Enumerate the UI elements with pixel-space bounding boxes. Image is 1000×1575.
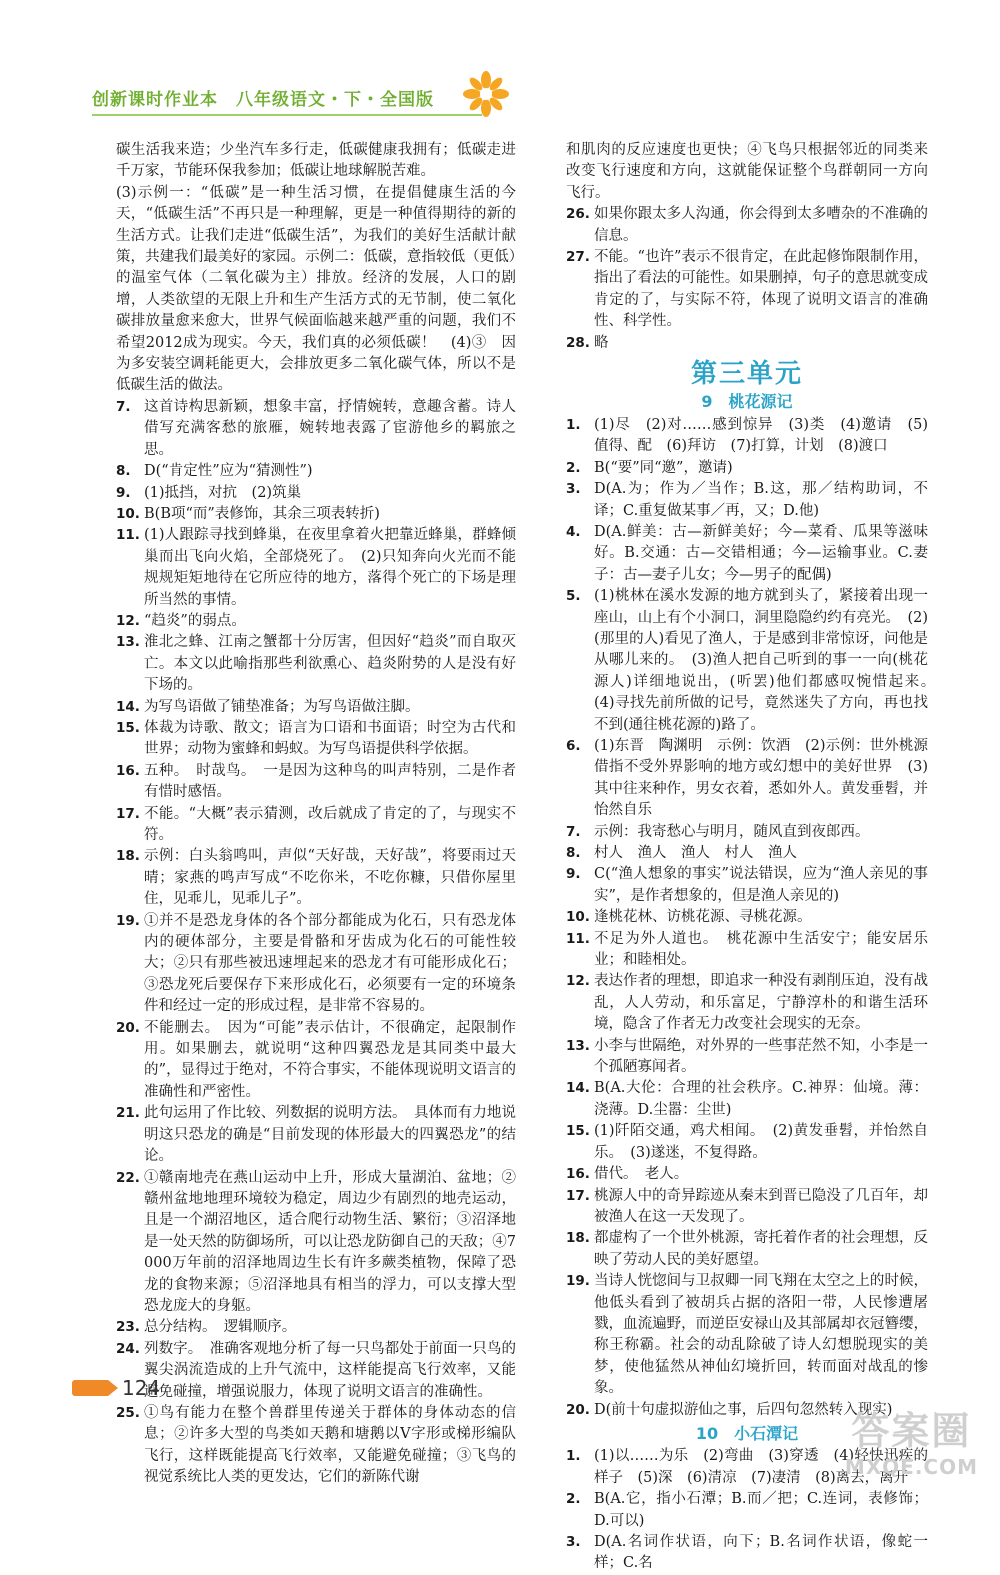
answer-item [116,804,516,847]
answer-text: 五种。 时哉鸟。 一是因为这种鸟的叫声特别，二是作者有惜时感悟。 [144,762,516,801]
answer-item [116,1168,516,1318]
answer-text: B(A.它，指小石潭；B.而／把；C.连词，表修饰；D.可以) [594,1491,928,1529]
answer-text: 村人 渔人 渔人 村人 渔人 [594,845,797,861]
answer-item [116,761,516,804]
page-footer [72,1376,160,1400]
unit-title: 第三单元 [690,359,803,390]
answer-number: 27. [566,249,590,266]
answer-text: (1)桃林在溪水发源的地方就到头了，紧接着出现一座山，山上有个小洞口，洞里隐隐约约有亮光。 (2)(那里的人)看见了渔人，于是感到非常惊讶，问他是从哪儿来的。 (3)渔人把自己听到的事一一向(桃花源人)详细地说出，(听罢)他们都感叹惋惜起来。 (4)寻找先前所做的记号，竟然迷失了方向，再也找不到(通往桃花源的)路了。 [594,588,943,733]
answer-text: D(前十句虚拟游仙之事，后四句忽然转入现实) [594,1401,893,1418]
answer-item [116,504,516,525]
answer-text: 不足为外人道也。 桃花源中生活安宁；能安居乐业；和睦相处。 [594,930,928,969]
answer-number: 2. [566,1491,581,1508]
answer-item [566,736,928,822]
answer-text: 这首诗构思新颖，想象丰富，抒情婉转，意趣含蓄。诗人借写充满客愁的旅雁，婉转地表露了宦游他乡的羁旅之思。 [144,398,516,458]
answer-number: 19. [116,912,140,929]
answer-number: 1. [566,416,581,433]
left-column [116,140,516,1489]
answer-text: 示例：我寄愁心与明月，随风直到夜郎西。 [594,823,870,840]
answer-number: 8. [116,463,131,480]
answer-item [566,929,928,972]
answer-item [566,1078,928,1121]
answer-number: 15. [566,1123,590,1140]
watermark-logo: 答案圈 [851,1409,972,1453]
answer-text: 小李与世隔绝，对外界的一些事茫然不知，小李是一个孤陋寡闻者。 [594,1037,928,1076]
answer-text: 和肌肉的反应速度也更快；④飞鸟只根据邻近的同类来改变飞行速度和方向，这就能保证整个鸟群朝同一方向飞行。 [566,142,928,201]
answer-number: 2. [566,459,581,476]
answer-item [566,415,928,458]
answer-text: 示例：白头翁鸣叫，声似“天好哉，天好哉”，将要雨过天晴；家燕的鸣声写成“不吃你米，不吃你糠，只借你屋里住，见乖儿，见乖儿子”。 [144,848,516,908]
answer-item [116,483,516,504]
answer-text: (1)以……为乐 (2)弯曲 (3)穿透 (4)轻快迅疾的样子 (5)深 (6)清凉 (7)凄清 (8)离去，离开 [594,1448,928,1486]
answer-text: D(“肯定性”应为“猜测性”) [144,463,313,480]
answer-item [116,1339,516,1403]
answer-text: ①赣南地壳在燕山运动中上升，形成大量湖泊、盆地；②赣州盆地地理环境较为稳定，周边少有剧烈的地壳运动，且是一个湖沼地区，适合爬行动物生活、繁衍；③沼泽地是一处天然的防御场所，可以让恐龙防御自己的天敌；④7 000万年前的沼泽地周边生长有许多蕨类植物，保障了恐龙的食物来源；⑤沼泽地具有相当的浮力，可以支撑大型恐龙庞大的身躯。 [144,1169,516,1314]
answer-item [566,1532,928,1575]
answer-number: 25. [116,1404,140,1421]
answer-number: 20. [116,1019,140,1036]
answer-item [566,586,943,736]
answer-number: 26. [566,206,590,223]
answer-number: 10. [116,505,140,522]
answer-item [116,697,516,718]
answer-number: 1. [566,1448,581,1465]
watermark [845,1400,978,1479]
answer-number: 28. [566,334,590,351]
answer-text: 表达作者的理想，即追求一种没有剥削压迫，没有战乱，人人劳动，和乐富足，宁静淳朴的和谐生活环境，隐含了作者无力改变社会现实的无奈。 [594,973,928,1033]
answer-number: 11. [566,930,590,947]
answer-number: 12. [116,612,140,629]
answer-number: 6. [566,737,581,754]
answer-item [116,1103,516,1167]
answer-number: 18. [566,1230,590,1247]
answer-number: 20. [566,1401,590,1418]
answer-text: (1)人跟踪寻找到蜂巢，在夜里拿着火把靠近蜂巢，群蜂倾巢而出飞向火焰，全部烧死了。 (2)只知奔向火光而不能规规矩矩地待在它所应待的地方，落得个死亡的下场是理所当然的事情。 [144,527,516,608]
right-column [566,140,943,1575]
answer-number: 13. [566,1037,590,1054]
answer-text: C(“渔人想象的事实”说法错误，应为“渔人亲见的事实”，是作者想象的，但是渔人亲见的) [594,866,928,904]
answer-text: (1)抵挡，对抗 (2)筑巢 [144,484,302,501]
answer-text: 体裁为诗歌、散文；语言为口语和书面语；时空为古代和世界；动物为蜜蜂和蚂蚁。为写鸟语提供科学依据。 [144,719,516,758]
answer-number: 18. [116,848,140,865]
lesson-9-answers [566,415,943,1421]
answer-number: 15. [116,719,140,736]
answer-number: 4. [566,523,581,540]
answer-number: 7. [566,823,581,840]
answer-number: 12. [566,973,590,990]
answer-item [566,1121,928,1164]
answer-text: 碳生活我来造；少坐汽车多行走，低碳健康我拥有；低碳走进千万家，节能环保我参加；低碳让地球解脱苦难。 [116,142,516,180]
answer-text: 不能。“大概”表示猜测，改后就成了肯定的了，与现实不符。 [144,805,516,843]
answer-text: (1)尽 (2)对……感到惊异 (3)类 (4)邀请 (5)值得、配 (6)拜访 (7)打算，计划 (8)渡口 [594,416,928,455]
answer-item [566,971,928,1035]
answer-item [566,1164,928,1185]
answer-number: 13. [116,634,140,651]
answer-number: 16. [566,1166,590,1183]
answer-item [566,458,928,479]
answer-text: 借代。 老人。 [594,1166,689,1183]
answer-text: ①并不是恐龙身体的各个部分都能成为化石，只有恐龙体内的硬体部分，主要是骨骼和牙齿成为化石的可能性较大；②只有那些被迅速埋起来的恐龙才有可能形成化石；③恐龙死后要保存下来形成化石，必须要有一定的环境条件和经过一定的形成过程，是非常不容易的。 [144,912,516,1015]
answer-number: 3. [566,1534,581,1550]
page-number: 124 [122,1376,161,1400]
answer-text: B(A.大伦：合理的社会秩序。C.神界：仙境。薄：浇薄。D.尘嚣：尘世) [594,1080,928,1118]
answer-number: 5. [566,588,581,605]
answer-item [116,718,516,761]
answer-item [566,140,928,204]
answer-item [566,843,928,864]
answer-number: 14. [116,698,140,715]
answer-text: D(A.名词作状语，向下；B.名词作状语，像蛇一样；C.名 [594,1534,928,1572]
watermark-url: MXQE.COM [844,1455,978,1479]
answer-item [566,1489,928,1532]
answer-number: 21. [116,1105,140,1122]
answer-text: B(“要”同“邀”，邀请) [594,459,733,476]
answer-item [116,1403,516,1489]
answer-text: 淮北之蜂、江南之蟹都十分厉害，但因好“趋炎”而自取灭亡。本文以此喻指那些利欲熏心、趋炎附势的人是没有好下场的。 [144,634,516,694]
answer-item [116,1317,516,1338]
answer-text: 当诗人恍惚间与卫叔卿一同飞翔在太空之上的时候，他低头看到了被胡兵占据的洛阳一带，人民惨遭屠戮，血流遍野，而逆臣安禄山及其部属却衣冠簪缨，称王称霸。社会的动乱除破了诗人幻想脱现实的美梦，使他猛然从神仙幻境折回，转而面对战乱的惨象。 [594,1273,928,1397]
answer-item [566,247,928,333]
answer-number: 10. [566,909,590,926]
answer-item [566,864,928,907]
answer-item [116,611,516,632]
answer-text: 略 [594,334,609,351]
answer-number: 22. [116,1169,140,1186]
answer-text: (1)东晋 陶渊明 示例：饮酒 (2)示例：世外桃源借指不受外界影响的地方或幻想中的美好世界 (3)其中往来种作，男女衣着，悉如外人。黄发垂髫，并怡然自乐 [594,737,928,819]
answer-text: (1)阡陌交通，鸡犬相闻。 (2)黄发垂髫，并怡然自乐。 (3)遂迷，不复得路。 [594,1123,928,1161]
answer-item [116,1018,516,1104]
answer-text: 逢桃花林、访桃花源、寻桃花源。 [594,909,812,926]
answer-number: 16. [116,762,140,779]
answer-text: 列数字。 准确客观地分析了每一只鸟都处于前面一只鸟的翼尖涡流造成的上升气流中，这样能提高飞行效率，又能避免碰撞，增强说服力，体现了说明文语言的准确性。 [144,1340,516,1400]
answer-text: 如果你跟太多人沟通，你会得到太多嘈杂的不准确的信息。 [594,206,928,244]
answer-item [566,1228,928,1271]
answer-text: 不能。“也许”表示不很肯定，在此起修饰限制作用，指出了看法的可能性。如果删掉，句子的意思就变成肯定的了，与实际不符，体现了说明文语言的准确性、科学性。 [594,249,928,330]
answer-number: 7. [116,398,131,415]
book-title: 创新课时作业本 八年级语文・下・全国版 [92,89,434,110]
answer-text: 此句运用了作比较、列数据的说明方法。 具体而有力地说明这只恐龙的确是“目前发现的体形最大的四翼恐龙”的结论。 [144,1105,516,1165]
flower-icon [462,70,510,118]
answer-text: 不能删去。 因为“可能”表示估计，不很确定，起限制作用。如果删去，就说明“这种四翼恐龙是其同类中最大的”，显得过于绝对，不符合事实，不能体现说明文语言的准确性和严密性。 [144,1019,516,1100]
page-header [92,84,434,110]
answer-text: 总分结构。 逻辑顺序。 [144,1319,297,1336]
answer-text: 都虚构了一个世外桃源，寄托着作者的社会理想，反映了劳动人民的美好愿望。 [594,1230,928,1268]
arrow-icon [72,1380,108,1396]
answer-number: 8. [566,845,581,861]
answer-item [566,1271,928,1399]
answer-item [116,461,516,482]
answer-number: 9. [116,484,131,501]
answer-number: 17. [566,1187,590,1204]
answer-number: 9. [566,866,581,883]
answer-item [116,397,516,461]
right-top-answers [566,140,928,354]
answer-number: 19. [566,1273,590,1290]
answer-item [566,522,928,586]
answer-item [566,1036,928,1079]
answer-number: 23. [116,1319,140,1336]
answer-item [566,1186,928,1229]
answer-text: 为写鸟语做了铺垫准备；为写鸟语做注脚。 [144,698,420,715]
answer-item [116,846,516,910]
answer-text: B(B项“而”表修饰，其余三项表转折) [144,505,380,522]
answer-item [566,907,928,928]
lesson-10-title: 10 小石潭记 [695,1423,799,1443]
answer-number: 14. [566,1080,590,1097]
answer-text: “趋炎”的弱点。 [144,612,246,629]
answer-item [116,525,516,611]
answer-text: 桃源人中的奇异踪迹从秦末到晋已隐没了几百年，却被渔人在这一天发现了。 [594,1187,928,1225]
header-divider [92,114,482,116]
answer-number: 17. [116,805,140,822]
answer-item [566,204,928,247]
answer-number: 3. [566,481,581,498]
answer-item [566,822,928,843]
lesson-9-title: 9 桃花源记 [701,392,793,412]
answer-item [566,479,928,522]
answer-item [116,140,516,397]
answer-text: D(A.为；作为／当作；B.这，那／结构助词，不译；C.重复做某事／再，又；D.他) [594,481,928,519]
answer-item [116,632,516,696]
answer-text: D(A.鲜美：古—新鲜美好；今—菜肴、瓜果等滋味好。B.交通：古—交错相通；今—运输事业。C.妻子：古—妻子儿女；今—男子的配偶) [594,523,928,583]
answer-text: (3)示例一：“低碳”是一种生活习惯，在提倡健康生活的今天，“低碳生活”不再只是一种理解，更是一种值得期待的新的生活方式。让我们走进“低碳生活”，为我们的美好生活献计献策，共建我们最美好的家园。示例二：低碳，意指较低（更低）的温室气体（二氧化碳为主）排放。经济的发展，人口的剧增，人类欲望的无限上升和生产生活方式的无节制，使二氧化碳排放量愈来愈大，世界气候面临越来越严重的问题，我们不希望2012成为现实。今天，我们真的必须低碳！ (4)③ 因为多安装空调耗能更大，会排放更多二氧化碳气体，所以不是低碳生活的做法。 [116,184,516,394]
answer-text: ①鸟有能力在整个兽群里传递关于群体的身体动态的信息；②许多大型的鸟类如天鹅和塘鹅以V字形或梯形编队飞行，这样既能提高飞行效率，又能避免碰撞；③飞鸟的视觉系统比人类的更发达，它们的新陈代谢 [144,1404,516,1486]
answer-item [566,333,928,354]
answer-item [116,911,516,1018]
answer-number: 11. [116,527,140,544]
answer-number: 24. [116,1340,140,1357]
